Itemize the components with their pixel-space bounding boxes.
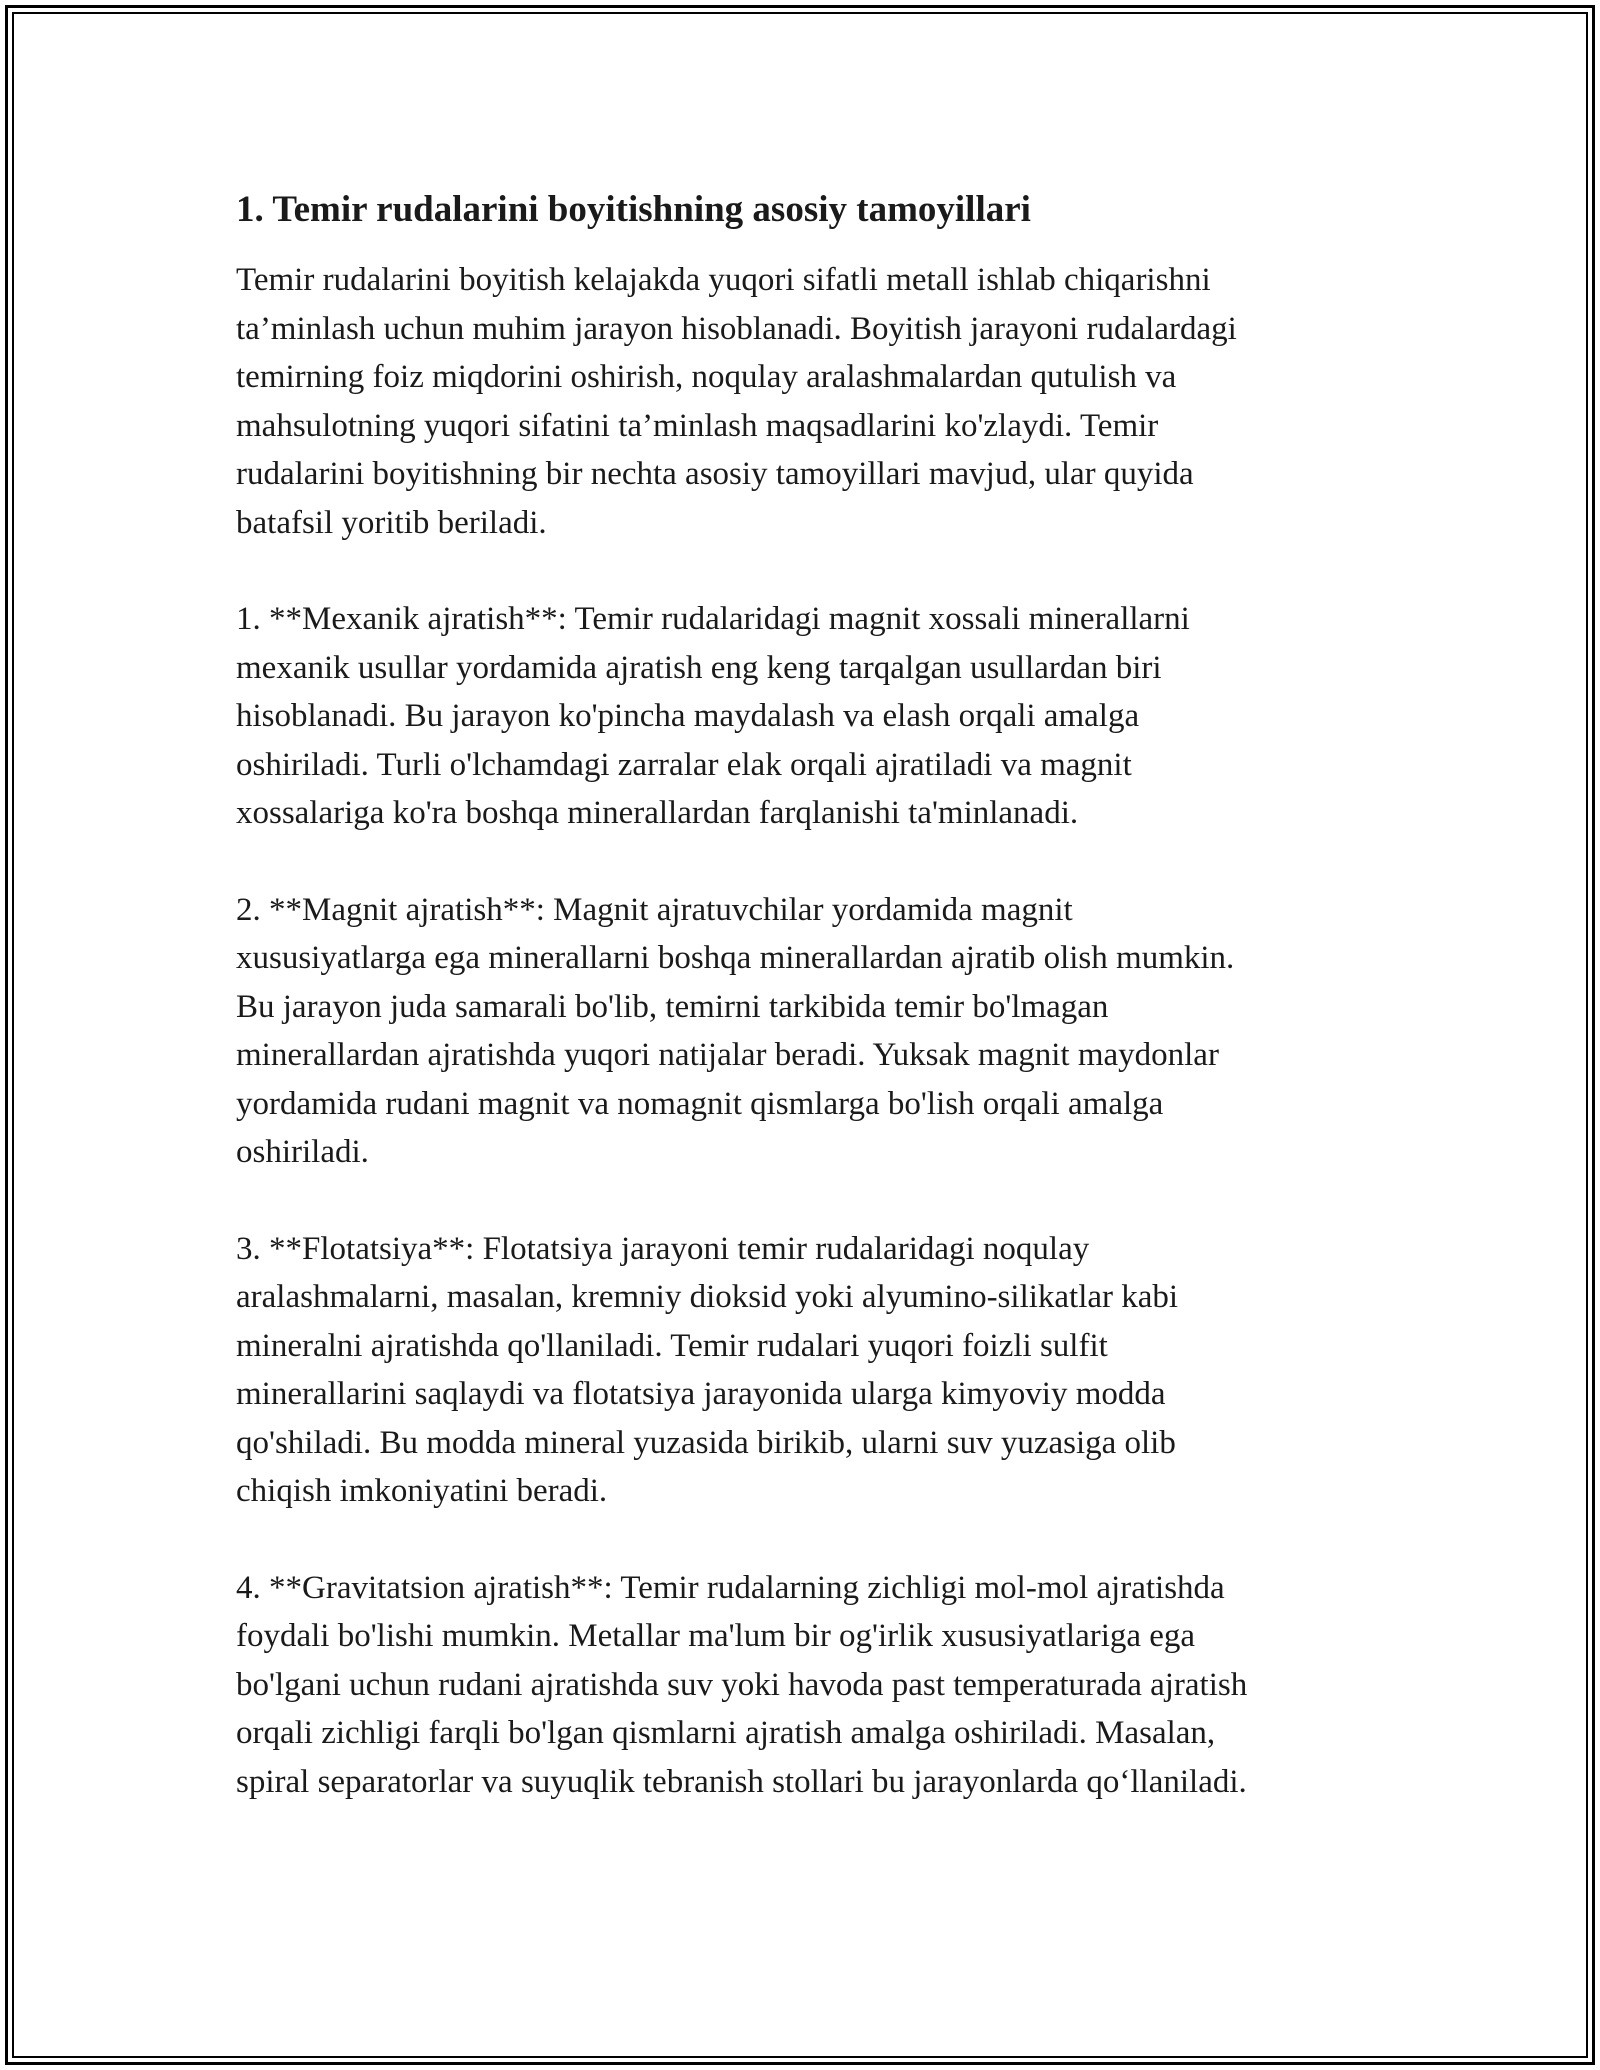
list-item-flotation: 3. **Flotatsiya**: Flotatsiya jarayoni temir rudalaridagi noqulay aralashmalarni, masalan, kremniy dioksid yoki alyumino-silikatlar kabi mineralni ajratishda qo'llaniladi. Temir rudalari yuqori foizli sulfit minerallarini saqlaydi va flotatsiya jarayonida ularga kimyoviy modda qo'shiladi. Bu modda mineral yuzasida birikib, ularni suv yuzasiga olib chiqish imkoniyatini beradi. <box>236 1230 1179 1509</box>
list-item-gravity-separation: 4. **Gravitatsion ajratish**: Temir rudalarning zichligi mol-mol ajratishda foydali bo'lishi mumkin. Metallar ma'lum bir og'irlik xususiyatlariga ega bo'lgani uchun rudani ajratishda suv yoki havoda past temperaturada ajratish orqali zichligi farqli bo'lgan qismlarni ajratish amalga oshiriladi. Masalan, spiral separatorlar va suyuqlik tebranish stollari bu jarayonlarda qo‘llaniladi. <box>236 1569 1248 1800</box>
document-title: 1. Temir rudalarini boyitishning asosiy tamoyillari <box>236 189 1031 230</box>
intro-paragraph: Temir rudalarini boyitish kelajakda yuqori sifatli metall ishlab chiqarishni ta’minlash uchun muhim jarayon hisoblanadi. Boyitish jarayoni rudalardagi temirning foiz miqdorini oshirish, noqulay aralashmalardan qutulish va mahsulotning yuqori sifatini ta’minlash maqsadlarini ko'zlaydi. Temir rudalarini boyitishning bir nechta asosiy tamoyillari mavjud, ular quyida batafsil yoritib beriladi. <box>236 262 1237 541</box>
list-item-magnetic-separation: 2. **Magnit ajratish**: Magnit ajratuvchilar yordamida magnit xususiyatlarga ega minerallarni boshqa minerallardan ajratib olish mumkin. Bu jarayon juda samarali bo'lib, temirni tarkibida temir bo'lmagan minerallardan ajratishda yuqori natijalar beradi. Yuksak magnit maydonlar yordamida rudani magnit va nomagnit qismlarga bo'lish orqali amalga oshiriladi. <box>236 891 1235 1170</box>
document-body <box>236 186 1376 1854</box>
list-item-mechanical-separation: 1. **Mexanik ajratish**: Temir rudalaridagi magnit xossali minerallarni mexanik usullar yordamida ajratish eng keng tarqalgan usullardan biri hisoblanadi. Bu jarayon ko'pincha maydalash va elash orqali amalga oshiriladi. Turli o'lchamdagi zarralar elak orqali ajratiladi va magnit xossalariga ko'ra boshqa minerallardan farqlanishi ta'minlanadi. <box>236 601 1190 831</box>
